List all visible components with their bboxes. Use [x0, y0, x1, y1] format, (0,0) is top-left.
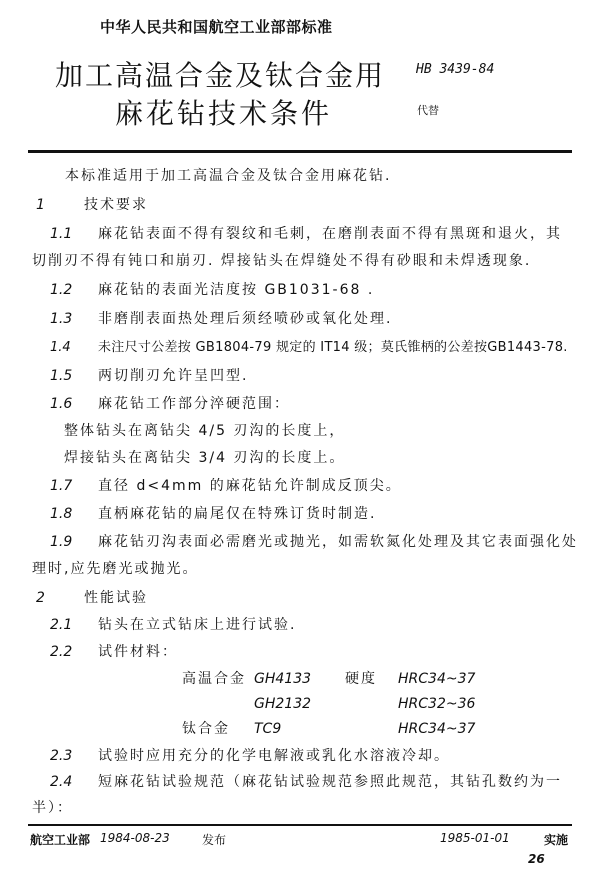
clause-1-1	[50, 225, 562, 243]
hardness-value: HRC34~37	[398, 671, 476, 687]
clause-text: 麻花钻刃沟表面必需磨光或抛光，如需软氮化处理及其它表面强化处	[98, 534, 578, 550]
page-number: 26	[528, 852, 545, 866]
material-group: 钛合金	[182, 721, 230, 737]
section-number: 1	[36, 197, 45, 213]
material-grade: GH2132	[254, 696, 312, 712]
clause-text: 麻花钻工作部分淬硬范围：	[98, 396, 290, 412]
clause-text: 钻头在立式钻床上进行试验.	[98, 617, 297, 633]
clause-number: 1.6	[50, 396, 73, 412]
clause-1-6-sub-1: 整体钻头在离钻尖 4/5 刃沟的长度上，	[64, 423, 346, 439]
clause-text: 未注尺寸公差按 GB1804-79 规定的 IT14 级；莫氏锥柄的公差按GB1443-78.	[98, 340, 568, 355]
clause-text: 试验时应用充分的化学电解液或乳化水溶液冷却。	[98, 748, 450, 764]
clause-1-4	[50, 339, 568, 357]
material-grade: GH4133	[254, 671, 312, 687]
section-1-heading	[36, 196, 148, 214]
clause-2-3	[50, 747, 450, 765]
footer-rule	[28, 824, 572, 826]
section-number: 2	[36, 590, 45, 606]
clause-number: 2.2	[50, 644, 73, 660]
section-2-heading	[36, 589, 148, 607]
clause-number: 1.2	[50, 282, 73, 298]
clause-1-6-sub-2: 焊接钻头在离钻尖 3/4 刃沟的长度上。	[64, 450, 346, 466]
clause-number: 1.7	[50, 478, 73, 494]
clause-number: 1.3	[50, 311, 73, 327]
header-rule	[28, 150, 572, 153]
intro: 本标准适用于加工高温合金及钛合金用麻花钻.	[65, 168, 392, 184]
material-grade: TC9	[254, 721, 282, 737]
section-title: 技术要求	[84, 197, 148, 213]
clause-text: 试件材料：	[98, 644, 178, 660]
clause-text: 非磨削表面热处理后须经喷砂或氧化处理.	[98, 311, 393, 327]
title-line-1: 加工高温合金及钛合金用	[55, 59, 386, 92]
clause-2-4	[50, 773, 562, 791]
clause-1-9	[50, 533, 578, 551]
issuer-heading: 中华人民共和国航空工业部部标准	[100, 18, 333, 36]
clause-text: 短麻花钻试验规范（麻花钻试验规范参照此规范，其钻孔数约为一	[98, 774, 562, 790]
hardness-value: HRC32~36	[398, 696, 476, 712]
footer-issuer: 航空工业部	[30, 833, 91, 847]
clause-number: 1.5	[50, 368, 73, 384]
clause-text: 两切削刃允许呈凹型.	[98, 368, 249, 384]
title-line-2: 麻花钻技术条件	[115, 97, 333, 130]
clause-1-9-cont: 理时,应先磨光或抛光。	[32, 561, 199, 577]
clause-number: 1.4	[50, 340, 71, 355]
clause-2-2	[50, 643, 178, 661]
effective-label: 实施	[544, 833, 569, 847]
clause-text: 麻花钻的表面光洁度按 GB1031-68 .	[98, 282, 375, 298]
issue-date: 1984-08-23	[100, 831, 170, 845]
clause-1-1-cont: 切削刃不得有钝口和崩刃. 焊接钻头在焊缝处不得有砂眼和未焊透现象.	[32, 253, 532, 269]
clause-1-3	[50, 310, 392, 328]
clause-number: 1.8	[50, 506, 73, 522]
clause-1-2	[50, 281, 374, 299]
hardness-value: HRC34~37	[398, 721, 476, 737]
clause-text: 直柄麻花钻的扁尾仅在特殊订货时制造.	[98, 506, 377, 522]
clause-1-7	[50, 477, 402, 495]
clause-number: 2.3	[50, 748, 73, 764]
standard-number: HB 3439-84	[416, 62, 495, 77]
material-group: 高温合金	[182, 671, 246, 687]
effective-date: 1985-01-01	[440, 831, 510, 845]
clause-number: 2.1	[50, 617, 73, 633]
clause-number: 1.1	[50, 226, 73, 242]
clause-number: 2.4	[50, 774, 73, 790]
replaces-label: 代替	[417, 104, 439, 117]
hardness-label: 硬度	[345, 671, 377, 687]
clause-text: 麻花钻表面不得有裂纹和毛刺，在磨削表面不得有黑斑和退火，其	[98, 226, 562, 242]
clause-1-8	[50, 505, 376, 523]
clause-1-6	[50, 395, 290, 413]
clause-number: 1.9	[50, 534, 73, 550]
clause-2-1	[50, 616, 296, 634]
clause-1-5	[50, 367, 248, 385]
issue-label: 发布	[202, 833, 227, 847]
clause-2-4-cont: 半）：	[32, 800, 73, 816]
section-title: 性能试验	[84, 590, 148, 606]
clause-text: 直径 d<4mm 的麻花钻允许制成反顶尖。	[98, 478, 402, 494]
